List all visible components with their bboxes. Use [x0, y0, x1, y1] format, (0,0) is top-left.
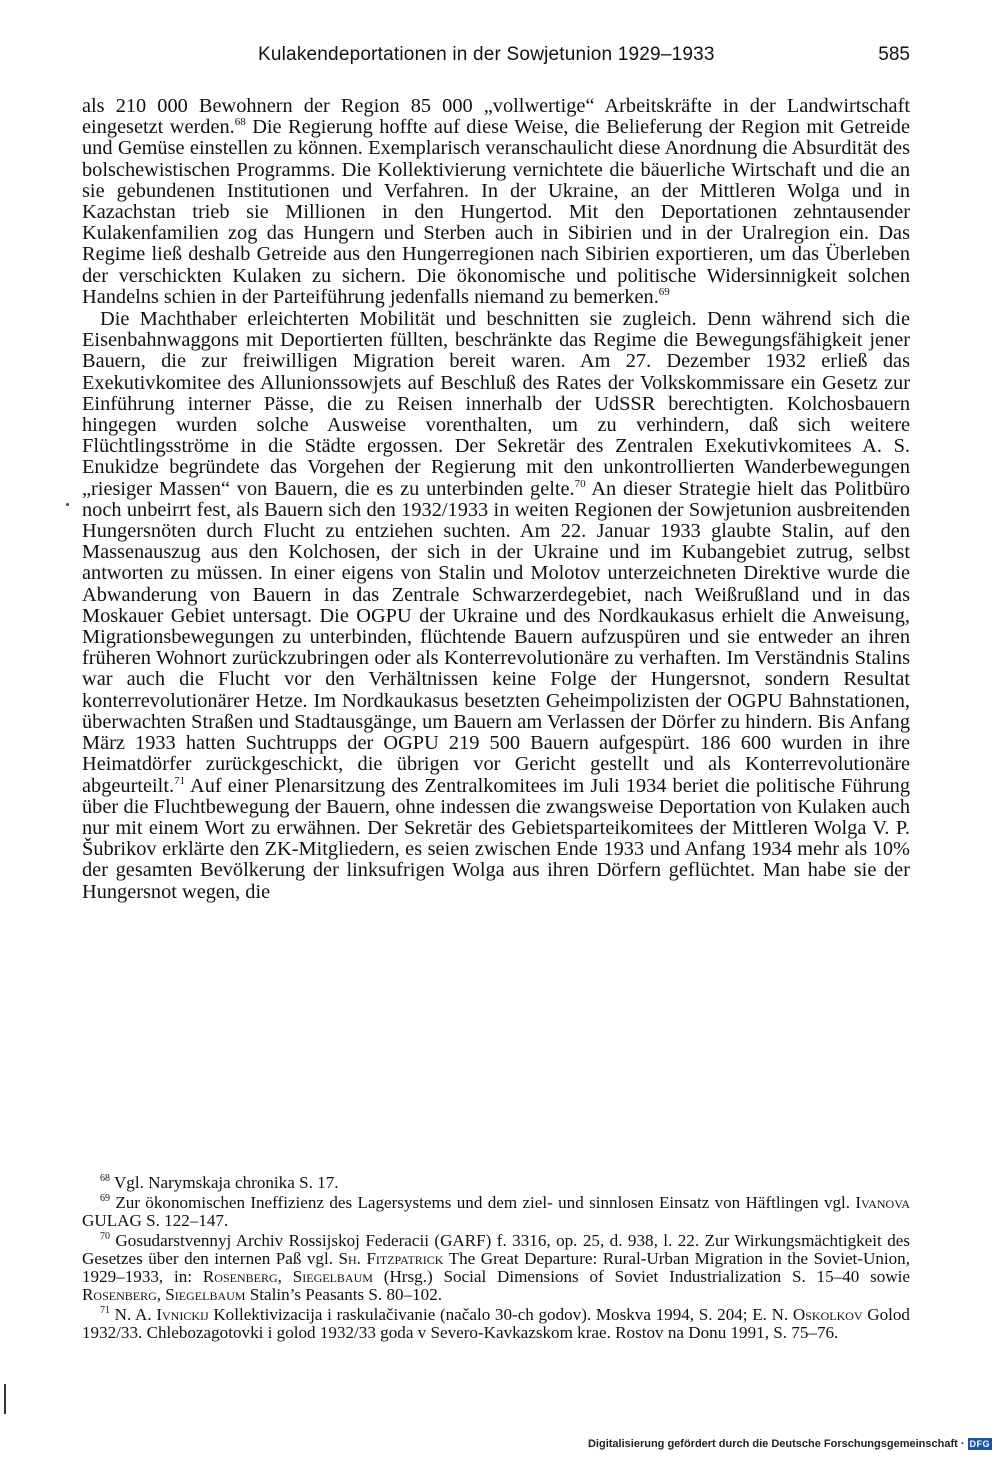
footnote-ref-69[interactable]: 69 — [658, 285, 670, 298]
footnote-ref-71[interactable]: 71 — [174, 774, 186, 787]
scan-speck — [66, 503, 69, 506]
paragraph-2: Die Machthaber erleichterten Mobilität und beschnitten sie zugleich. Denn während sich die Eisenbahnwaggons mit Deportierten füllten, beschränkte das Regime die Bewegungsfähigkeit jener Bauern, die zur freiwilligen Migration bereit waren. Am 27. Dezember 1932 erließ das Exekutivkomitee des Allunionssowjets auf Beschluß des Rates der Volkskommissare ein Gesetz zur Einführung interner Pässe, die zu Reisen innerhalb der UdSSR berechtigten. Kolchosbauern hingegen wurden solche Ausweise vorenthalten, um zu verhindern, daß sich weitere Flüchtlingsströme in die Städte ergossen. Der Sekretär des Zentralen Exekutivkomitees A. S. Enukidze begründete das Vorgehen der Regierung mit den unkontrollierten Wanderbewegungen „riesiger Massen“ von Bauern, die es zu unterbinden gelte.$^{70}$ An dieser Strategie hielt das Politbüro noch unbeirrt fest, als Bauern sich den 1932/1933 in weiten Regionen der Sowjetunion ausbreitenden Hungersnöten durch Flucht zu entziehen suchten. Am 22. Januar 1933 glaubte Stalin, auf den Massenauszug aus den Kolchosen, der sich in der Ukraine und im Kubangebiet zutrug, selbst antworten zu müssen. In einer eigens von Stalin und Molotov unterzeichneten Direktive wurde die Abwanderung von Bauern in das Zentrale Schwarzerdegebiet, nach Weißrußland und in das Moskauer Gebiet untersagt. Die OGPU der Ukraine und des Nordkaukasus erhielt die Anweisung, Migrationsbewegungen zu unterbinden, flüchtende Bauern aufzuspüren und sie entweder an ihren früheren Wohnort zurückzubringen oder als Konterrevolutionäre zu verhaften. Im Verständnis Stalins war auch die Flucht vor den Verhältnissen keine Folge der Hungersnot, sondern Resultat konterrevolutionärer Hetze. Im Nordkaukasus besetzten Geheimpolizisten der OGPU Bahnstationen, überwachten Straßen und Stadtausgänge, um Bauern am Verlassen der Dörfer zu hindern. Bis Anfang März 1933 hatten Suchtrupps der OGPU 219 500 Bauern aufgespürt. 186 600 wurden in ihre Heimatdörfer zurückgeschickt, die übrigen vor Gericht gestellt und als Konterrevolutionäre abgeurteilt.$^{71}$ Auf einer Plenarsitzung des Zentralkomitees im Juli 1934 beriet die politische Führung über die Fluchtbewegung der Bauern, ohne indessen die zwangsweise Deportation von Kulaken auch nur mit einem Wort zu erwähnen. Der Sekretär des Gebietsparteikomitees der Mittleren Wolga V. P. Šubrikov erklärte den ZK-Mitgliedern, es seien zwischen Ende 1933 und Anfang 1934 mehr als 10% der gesamten Bevölkerung der linksufrigen Wolga aus ihren Dörfern geflüchtet. Man habe sie der Hungersnot wegen, die — [82, 308, 910, 903]
scan-edge-mark — [4, 1384, 6, 1414]
footnote-71: $^{71}$ N. A. Ivnickij Kollektivizacija i raskulačivanie (načalo 30-ch godov). Moskva 1994, S. 204; E. N. Oskolkov Golod 1932/33. Chlebozagotovki i golod 1932/33 goda v Severo-Kavkazskom krae. Rostov na Donu 1991, S. 75–76. — [82, 1305, 910, 1342]
page-header — [80, 44, 910, 74]
author-fitzpatrick: Sh. Fitzpatrick — [338, 1249, 444, 1268]
page-number: 585 — [878, 44, 910, 65]
author-ivnickij: Ivnickij — [156, 1305, 209, 1324]
author-rosenberg-siegelbaum: Rosenberg, Siegelbaum — [202, 1267, 373, 1286]
footnote-68: $^{68}$ Vgl. Narymskaja chronika S. 17. — [100, 1173, 339, 1192]
author-oskolkov: Oskolkov — [792, 1305, 863, 1324]
running-title: Kulakendeportationen in der Sowjetunion 1929–1933 — [258, 44, 715, 65]
funding-note — [588, 1438, 992, 1450]
funding-text: Digitalisierung gefördert durch die Deutsche Forschungsgemeinschaft · — [587, 1438, 965, 1450]
author-rosenberg-siegelbaum-2: Rosenberg, Siegelbaum — [82, 1285, 246, 1304]
dfg-logo-icon: DFG — [969, 1439, 990, 1449]
paragraph-1: als 210 000 Bewohnern der Region 85 000 „vollwertige“ Arbeitskräfte in der Landwirtschaft eingesetzt werden.$^{68}$ Die Regierung hoffte auf diese Weise, die Belieferung der Region mit Getreide und Gemüse einstellen zu können. Exemplarisch veranschaulicht diese Anordnung die Absurdität des bolschewistischen Programms. Die Kollektivierung vernichtete die bäuerliche Wirtschaft und die an sie gebundenen Institutionen und Verfahren. In der Ukraine, an der Mittleren Wolga und in Kazachstan trieb sie Millionen in den Hungertod. Mit den Deportationen zehntausender Kulakenfamilien zog das Hungern und Sterben auch in Sibirien und in der Uralregion ein. Das Regime ließ deshalb Getreide aus den Hungerregionen nach Sibirien exportieren, um das Überleben der verschickten Kulaken zu sichern. Die ökonomische und politische Widersinnigkeit solchen Handelns schien in der Parteiführung jedenfalls niemand zu bemerken.$^{69}$ — [82, 95, 910, 308]
footnote-69: $^{69}$ Zur ökonomischen Ineffizienz des Lagersystems und dem ziel- und sinnlosen Einsatz von Häftlingen vgl. Ivanova GULAG S. 122–147. — [82, 1193, 910, 1230]
footnotes — [82, 1174, 910, 1344]
footnote-ref-70[interactable]: 70 — [574, 477, 586, 490]
author-ivanova: Ivanova — [855, 1193, 910, 1212]
footnote-70: $^{70}$ Gosudarstvennyj Archiv Rossijskoj Federacii (GARF) f. 3316, op. 25, d. 938, l. 22. Zur Wirkungsmächtigkeit des Gesetzes über den internen Paß vgl. Sh. Fitzpatrick The Great Departure: Rural-Urban Migration in the Soviet-Union, 1929–1933, in: Rosenberg, Siegelbaum (Hrsg.) Social Dimensions of Soviet Industrialization S. 15–40 sowie Rosenberg, Siegelbaum Stalin’s Peasants S. 80–102. — [82, 1231, 911, 1304]
main-text — [82, 96, 910, 903]
footnote-ref-68[interactable]: 68 — [234, 116, 246, 129]
